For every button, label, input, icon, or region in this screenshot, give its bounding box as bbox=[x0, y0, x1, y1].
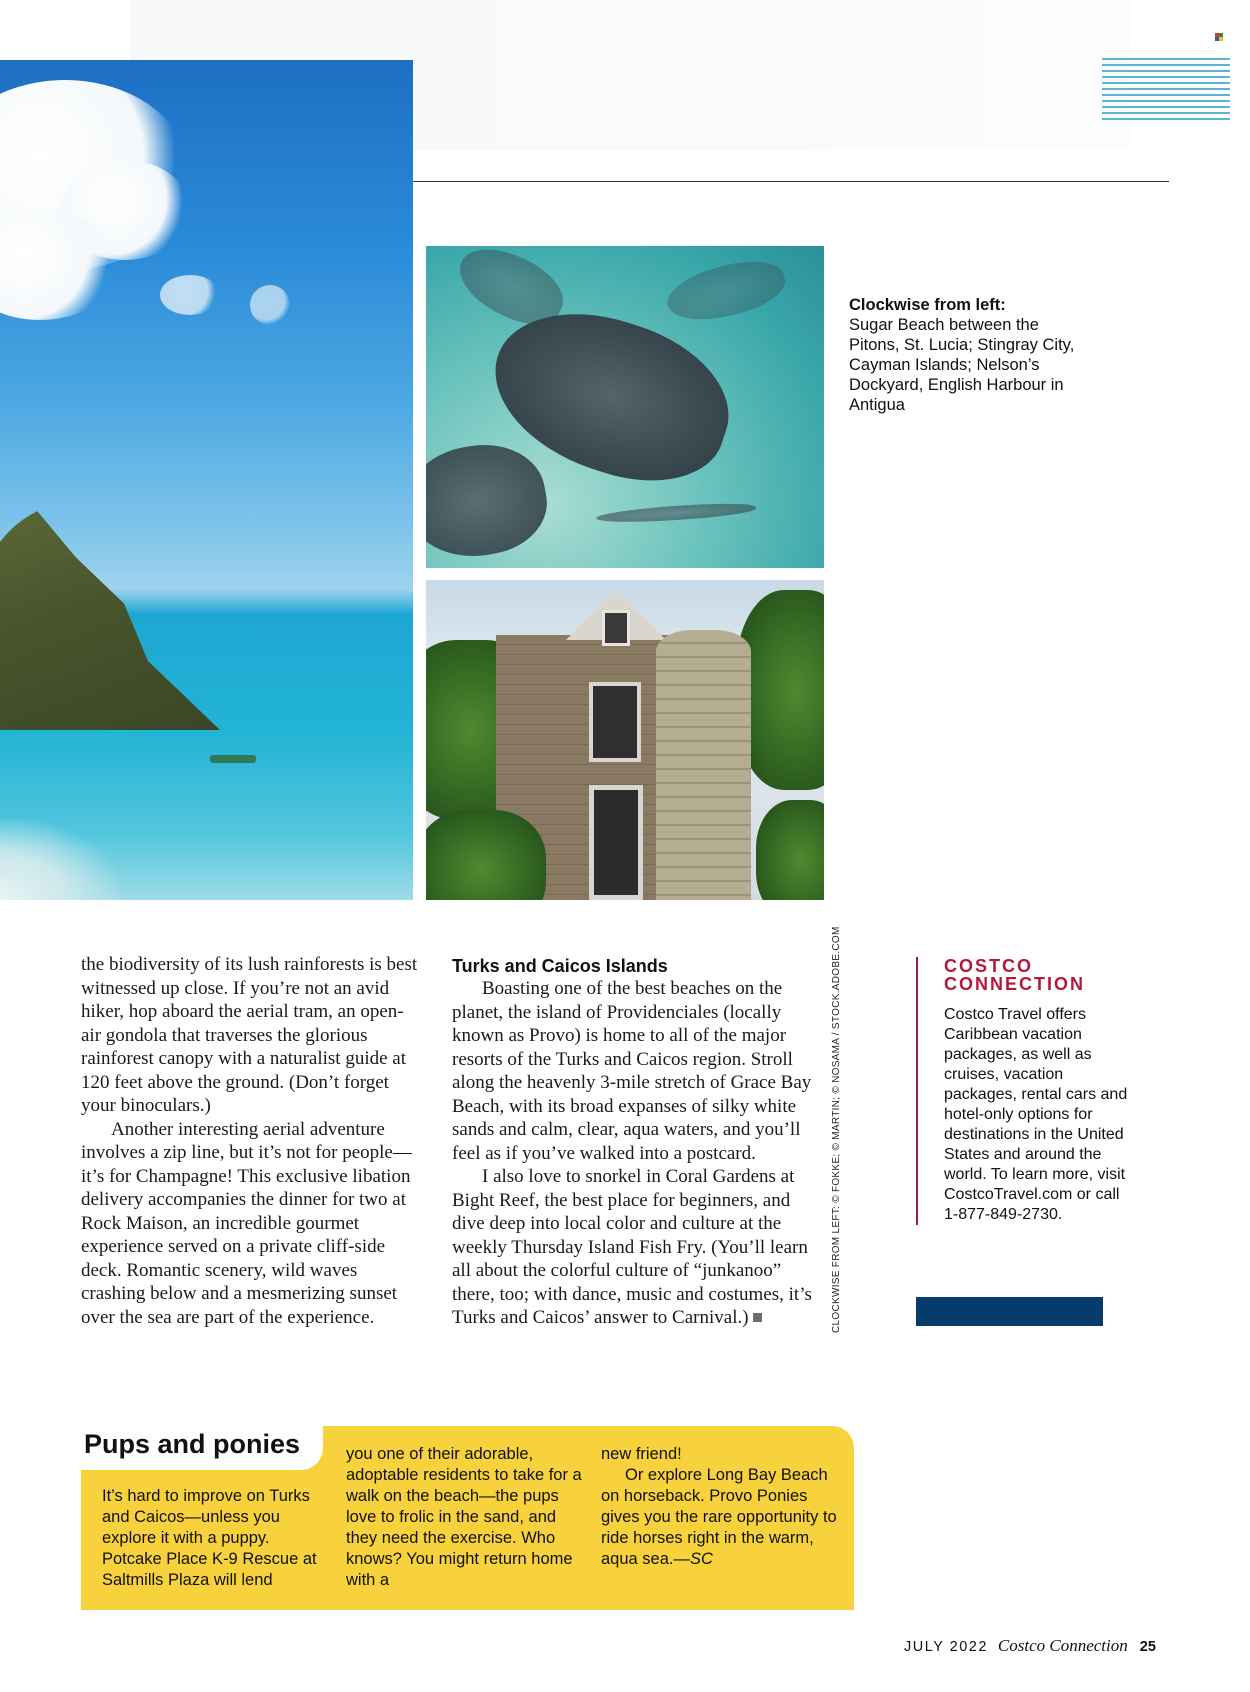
dormer-window bbox=[602, 610, 630, 646]
article-column-1 bbox=[81, 953, 421, 1329]
sidebar-title-line: CONNECTION bbox=[944, 974, 1085, 994]
box-title: Pups and ponies bbox=[84, 1429, 301, 1459]
paragraph: Another interesting aerial adventure involves a zip line, but it’s not for people—it’s for Champagne! This exclusive libation delivery accompanies the dinner for two at Rock Maison, an incredible gourmet experience served on a private cliff-side deck. Romantic scenery, wild waves crashing below and a mesmerizing sunset over the sea are part of the experience. bbox=[81, 1118, 412, 1328]
sidebar-title-line: COSTCO bbox=[944, 956, 1034, 976]
page-footer bbox=[904, 1636, 1156, 1656]
section-heading: Turks and Caicos Islands bbox=[452, 956, 668, 976]
sidebar-title bbox=[944, 957, 1106, 993]
shoreline bbox=[0, 820, 120, 900]
paragraph: Boasting one of the best beaches on the planet, the island of Providenciales (locally known as Provo) is home to all of the major resorts of the Turks and Caicos region. Stroll along the heavenly 3-mile stretch of Grace Bay Beach, with its broad expanses of silky white sands and calm, clear, aqua waters, and you’ll feel as if you’ve walked into a postcard. bbox=[452, 978, 812, 1164]
stingray bbox=[426, 435, 554, 568]
decorative-stripes bbox=[1102, 58, 1230, 122]
building-window bbox=[589, 682, 641, 762]
caption-text: Sugar Beach between the Pitons, St. Lucia; Stingray City, Cayman Islands; Nelson’s Dockyard, English Harbour in Antigua bbox=[849, 316, 1075, 414]
cloud bbox=[250, 285, 290, 325]
box-column-3 bbox=[601, 1444, 837, 1570]
magazine-name: Costco Connection bbox=[997, 1636, 1128, 1655]
box-column-1: It’s hard to improve on Turks and Caicos—unless you explore it with a puppy. Potcake Place K-9 Rescue at Saltmills Plaza will lend bbox=[102, 1487, 317, 1589]
box-column-2: you one of their adorable, adoptable residents to take for a walk on the beach—the pups love to frolic in the sand, and they need the exercise. Who knows? You might return home with a bbox=[346, 1445, 582, 1589]
costco-connection-sidebar bbox=[916, 956, 1128, 1225]
sidebar-navy-bar bbox=[916, 1297, 1103, 1326]
photo-nelsons-dockyard bbox=[426, 580, 824, 900]
corner-color-mark bbox=[1215, 33, 1223, 41]
issue-date: JULY 2022 bbox=[904, 1639, 988, 1655]
boat bbox=[210, 755, 256, 763]
photo-credit-text: CLOCKWISE FROM LEFT: © FOKKE; © MARTIN; © NOSAMA / STOCK.ADOBE.COM bbox=[831, 926, 842, 1333]
photo-stingray-city bbox=[426, 246, 824, 568]
cloud bbox=[160, 275, 220, 315]
article-column-2 bbox=[452, 955, 812, 1330]
paragraph: Or explore Long Bay Beach on horseback. Provo Ponies gives you the rare opportunity to ride horses right in the warm, aqua sea.— bbox=[601, 1466, 837, 1568]
green-hill bbox=[0, 500, 220, 730]
paragraph: new friend! bbox=[601, 1445, 682, 1463]
building-door bbox=[589, 785, 643, 900]
end-of-article-mark bbox=[753, 1313, 762, 1322]
horizontal-rule bbox=[413, 181, 1169, 182]
stingray-tail bbox=[596, 500, 757, 525]
palm-foliage bbox=[756, 800, 824, 900]
sidebar-body: Costco Travel offers Caribbean vacation packages, as well as cruises, vacation packages, rental cars and hotel-only options for destinations in the United States and around the world. To learn more, visit CostcoTravel.com or call 1-877-849-2730. bbox=[944, 1006, 1128, 1223]
stingray bbox=[662, 251, 791, 330]
stone-pillar bbox=[656, 630, 751, 900]
paragraph: the biodiversity of its lush rainforests is best witnessed up close. If you’re not an avid hiker, hop aboard the aerial tram, an open-air gondola that traverses the glorious rainforest canopy with a naturalist guide at 120 feet above the ground. (Don’t forget your binoculars.) bbox=[81, 954, 418, 1116]
photo-caption bbox=[849, 295, 1079, 415]
caption-heading: Clockwise from left: bbox=[849, 296, 1006, 314]
page-number: 25 bbox=[1139, 1639, 1156, 1655]
paragraph: I also love to snorkel in Coral Gardens at Bight Reef, the best place for beginners, and dive deep into local color and culture at the weekly Thursday Island Fish Fry. (You’ll learn all about the colorful culture of “junkanoo” there, too; with dance, music and costumes, it’s Turks and Caicos’ answer to Carnival.) bbox=[452, 1166, 812, 1328]
photo-sugar-beach bbox=[0, 60, 413, 900]
photo-credit bbox=[828, 903, 844, 1333]
palm-foliage bbox=[426, 810, 546, 900]
author-initials: SC bbox=[689, 1550, 713, 1568]
